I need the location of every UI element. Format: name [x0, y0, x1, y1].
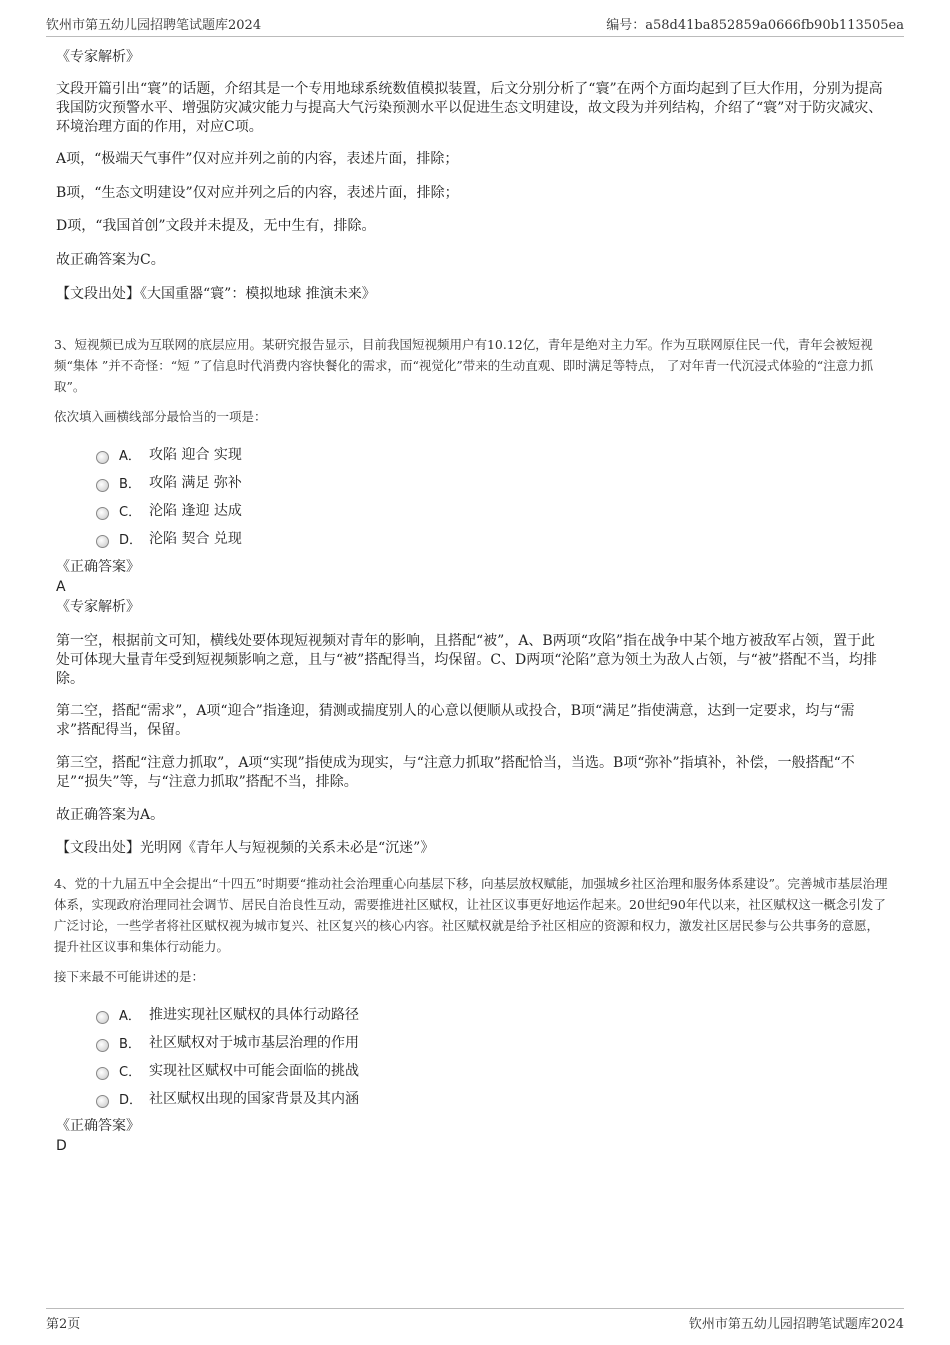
analysis-paragraph: 文段开篇引出“寰”的话题，介绍其是一个专用地球系统数值模拟装置，后文分别分析了“寰”在两个方面均起到了巨大作用，分别为提高我国防灾预警水平、增强防灾减灾能力与提高大气污染预测水平以促进生态文明建设，故文段为并列结构，介绍了“寰”对于防灾减灾、环境治理方面的作用，对应C项。 [56, 81, 883, 135]
radio-icon[interactable] [96, 1039, 109, 1052]
option-d[interactable]: D． 社区赋权出现的国家背景及其内涵 [96, 1084, 359, 1112]
radio-icon[interactable] [96, 479, 109, 492]
analysis-label: 《专家解析》 [56, 49, 140, 65]
analysis-paragraph: 第三空，搭配“注意力抓取”，A项“实现”指使成为现实，与“注意力抓取”搭配恰当，当选。B项“弥补”指填补，补偿，一般搭配“不足”“损失”等，与“注意力抓取”搭配不当，排除。 [56, 755, 855, 790]
correct-answer: D [56, 1138, 67, 1154]
option-d[interactable]: D． 沦陷 契合 兑现 [96, 524, 242, 552]
analysis-paragraph: A项，“极端天气事件”仅对应并列之前的内容，表述片面，排除； [56, 151, 459, 167]
radio-icon[interactable] [96, 451, 109, 464]
source-note: 【文段出处】《大国重器“寰”：模拟地球 推演未来》 [56, 286, 376, 302]
option-a[interactable]: A． 推进实现社区赋权的具体行动路径 [96, 1000, 359, 1028]
correct-answer: A [56, 579, 66, 595]
analysis-label: 《专家解析》 [56, 599, 140, 615]
question-text: 4、党的十九届五中全会提出“十四五”时期要“推动社会治理重心向基层下移，向基层放权赋能，加强城乡社区治理和服务体系建设”。完善城市基层治理体系，实现政府治理同社会调节、居民自治良性互动，需要推进社区赋权，让社区议事更好地运作起来。20世纪90年代以来，社区赋权这一概念引发了广泛讨论，一些学者将社区赋权视为城市复兴、社区复兴的核心内容。社区赋权就是给予社区相应的资源和权力，激发社区居民参与公共事务的意愿，提升社区议事和集体行动能力。 [54, 876, 888, 954]
header-serial: 编号：a58d41ba852859a0666fb90b113505ea [606, 18, 904, 33]
option-b[interactable]: B． 攻陷 满足 弥补 [96, 468, 242, 496]
analysis-paragraph: D项，“我国首创”文段并未提及，无中生有，排除。 [56, 218, 376, 234]
radio-icon[interactable] [96, 535, 109, 548]
option-c[interactable]: C． 实现社区赋权中可能会面临的挑战 [96, 1056, 359, 1084]
option-a[interactable]: A． 攻陷 迎合 实现 [96, 440, 242, 468]
analysis-paragraph: 第一空，根据前文可知，横线处要体现短视频对青年的影响，且搭配“被”，A、B两项“攻陷”指在战争中某个地方被敌军占领，置于此处可体现大量青年受到短视频影响之意，且与“被”搭配得当，均保留。C、D两项“沦陷”意为领土为敌人占领，与“被”搭配不当，均排除。 [56, 633, 877, 687]
answer-statement: 故正确答案为C。 [56, 252, 165, 268]
option-c[interactable]: C． 沦陷 逢迎 达成 [96, 496, 242, 524]
question-prompt: 接下来最不可能讲述的是： [54, 969, 205, 984]
header-title: 钦州市第五幼儿园招聘笔试题库2024 [46, 18, 262, 33]
analysis-paragraph: B项，“生态文明建设”仅对应并列之后的内容，表述片面，排除； [56, 185, 459, 201]
option-b[interactable]: B． 社区赋权对于城市基层治理的作用 [96, 1028, 359, 1056]
source-note: 【文段出处】光明网《青年人与短视频的关系未必是“沉迷”》 [56, 840, 435, 856]
analysis-paragraph: 第二空，搭配“需求”，A项“迎合”指逢迎，猜测或揣度别人的心意以便顺从或投合，B项“满足”指使满意，达到一定要求，均与“需求”搭配得当，保留。 [56, 703, 855, 738]
radio-icon[interactable] [96, 1011, 109, 1024]
question-prompt: 依次填入画横线部分最恰当的一项是： [54, 409, 267, 424]
radio-icon[interactable] [96, 507, 109, 520]
option-list [96, 1000, 359, 1112]
option-list [96, 440, 242, 552]
answer-label: 《正确答案》 [56, 559, 140, 575]
page-number: 第2页 [46, 1317, 81, 1332]
question-text: 3、短视频已成为互联网的底层应用。某研究报告显示，目前我国短视频用户有10.12亿，青年是绝对主力军。作为互联网原住民一代，青年会被短视频“集体 ”并不奇怪：“短 ”了信息时代消费内容快餐化的需求，而“视觉化”带来的生动直观、即时满足等特点， 了对年青一代沉浸式体验的“注意力抓取”。 [54, 337, 874, 394]
radio-icon[interactable] [96, 1095, 109, 1108]
answer-label: 《正确答案》 [56, 1118, 140, 1134]
page-footer [46, 1308, 904, 1333]
page-header [46, 13, 904, 37]
answer-statement: 故正确答案为A。 [56, 807, 165, 823]
radio-icon[interactable] [96, 1067, 109, 1080]
footer-title: 钦州市第五幼儿园招聘笔试题库2024 [688, 1317, 904, 1332]
